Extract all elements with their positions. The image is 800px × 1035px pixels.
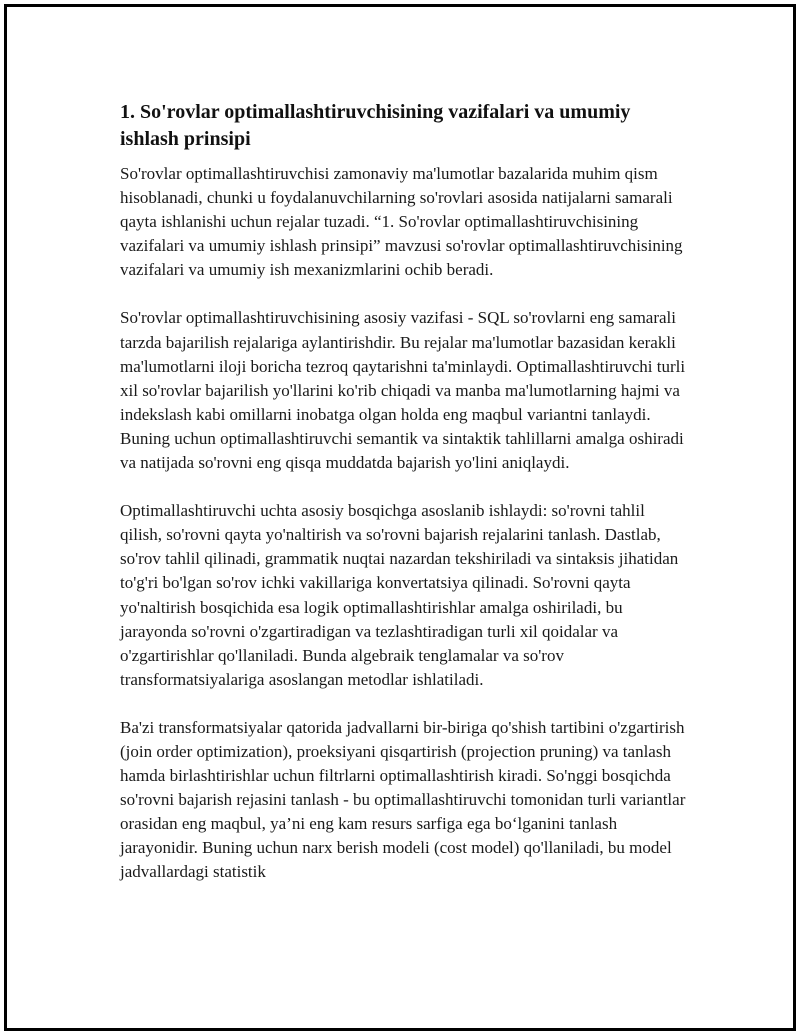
paragraph-3: Optimallashtiruvchi uchta asosiy bosqichga asoslanib ishlaydi: so'rovni tahlil qilish, so'rovni qayta yo'naltirish va so'rovni bajarish rejalarini tanlash. Dastlab, so'rov tahlil qilinadi, grammatik nuqtai nazardan tekshiriladi va sintaksis jihatidan to'g'ri bo'lgan so'rov ichki vakillariga konvertatsiya qilinadi. So'rovni qayta yo'naltirish bosqichida esa logik optimallashtirishlar amalga oshiriladi, bu jarayonda so'rovni o'zgartiradigan va tezlashtiradigan turli xil qoidalar va o'zgartirishlar qo'llaniladi. Bunda algebraik tenglamalar va so'rov transformatsiyalariga asoslangan metodlar ishlatiladi.: [120, 501, 679, 689]
section-heading: 1. So'rovlar optimallashtiruvchisining vazifalari va umumiy ishlash prinsipi: [120, 101, 631, 150]
document-body: [120, 99, 690, 909]
paragraph-2: So'rovlar optimallashtiruvchisining asosiy vazifasi - SQL so'rovlarni eng samarali tarzda bajarilish rejalariga aylantirishdir. Bu rejalar ma'lumotlar bazasidan kerakli ma'lumotlarni iloji boricha tezroq qaytarishni ta'minlaydi. Optimallashtiruvchi turli xil so'rovlar bajarilish yo'llarini ko'rib chiqadi va manba ma'lumotlarning hajmi va indekslash kabi omillarni inobatga olgan holda eng maqbul variantni tanlaydi. Buning uchun optimallashtiruvchi semantik va sintaktik tahlillarni amalga oshiradi va natijada so'rovni eng qisqa muddatda bajarish yo'lini aniqlaydi.: [120, 308, 686, 473]
paragraph-4: Ba'zi transformatsiyalar qatorida jadvallarni bir-biriga qo'shish tartibini o'zgartirish (join order optimization), proeksiyani qisqartirish (projection pruning) va tanlash hamda birlashtirishlar uchun filtrlarni optimallashtirish kiradi. So'nggi bosqichda so'rovni bajarish rejasini tanlash - bu optimallashtiruvchi tomonidan turli variantlar orasidan eng maqbul, ya’ni eng kam resurs sarfiga ega bo‘lganini tanlash jarayonidir. Buning uchun narx berish modeli (cost model) qo'llaniladi, bu model jadvallardagi statistik: [120, 717, 686, 882]
document-page: [4, 4, 796, 1031]
paragraph-1: So'rovlar optimallashtiruvchisi zamonaviy ma'lumotlar bazalarida muhim qism hisoblanadi, chunki u foydalanuvchilarning so'rovlari asosida natijalarni samarali qayta ishlanishi uchun rejalar tuzadi. “1. So'rovlar optimallashtiruvchisining vazifalari va umumiy ishlash prinsipi” mavzusi so'rovlar optimallashtiruvchisining vazifalari va umumiy ish mexanizmlarini ochib beradi.: [120, 164, 683, 280]
